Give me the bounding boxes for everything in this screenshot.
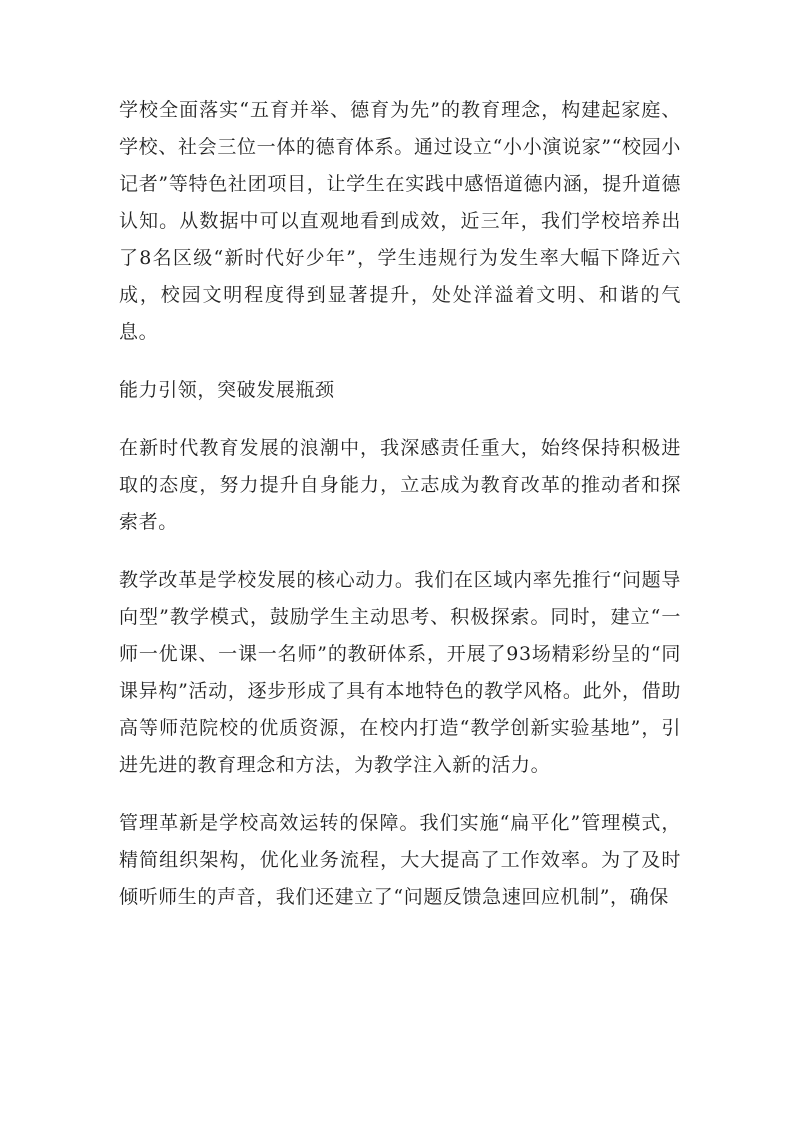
paragraph-teaching-reform: 教学改革是学校发展的核心动力。我们在区域内率先推行“问题导向型”教学模式，鼓励学生主动思考、积极探索。同时，建立“一师一优课、一课一名师”的教研体系，开展了93场精彩纷呈的“同课异构”活动，逐步形成了具有本地特色的教学风格。此外，借助高等师范院校的优质资源，在校内打造“教学创新实验基地”，引进先进的教育理念和方法，为教学注入新的活力。 bbox=[119, 569, 681, 776]
paragraph-responsibility: 在新时代教育发展的浪潮中，我深感责任重大，始终保持积极进取的态度，努力提升自身能力，立志成为教育改革的推动者和探索者。 bbox=[119, 437, 681, 533]
document-body bbox=[119, 92, 681, 916]
section-heading: 能力引领，突破发展瓶颈 bbox=[119, 379, 335, 401]
paragraph-moral-education: 学校全面落实“五育并举、德育为先”的教育理念，构建起家庭、学校、社会三位一体的德育体系。通过设立“小小演说家”“校园小记者”等特色社团项目，让学生在实践中感悟道德内涵，提升道德认知。从数据中可以直观地看到成效，近三年，我们学校培养出了8名区级“新时代好少年”，学生违规行为发生率大幅下降近六成，校园文明程度得到显著提升，处处洋溢着文明、和谐的气息。 bbox=[119, 99, 681, 343]
paragraph-management-reform: 管理革新是学校高效运转的保障。我们实施“扁平化”管理模式，精简组织架构，优化业务流程，大大提高了工作效率。为了及时倾听师生的声音，我们还建立了“问题反馈急速回应机制”，确保 bbox=[119, 812, 681, 908]
